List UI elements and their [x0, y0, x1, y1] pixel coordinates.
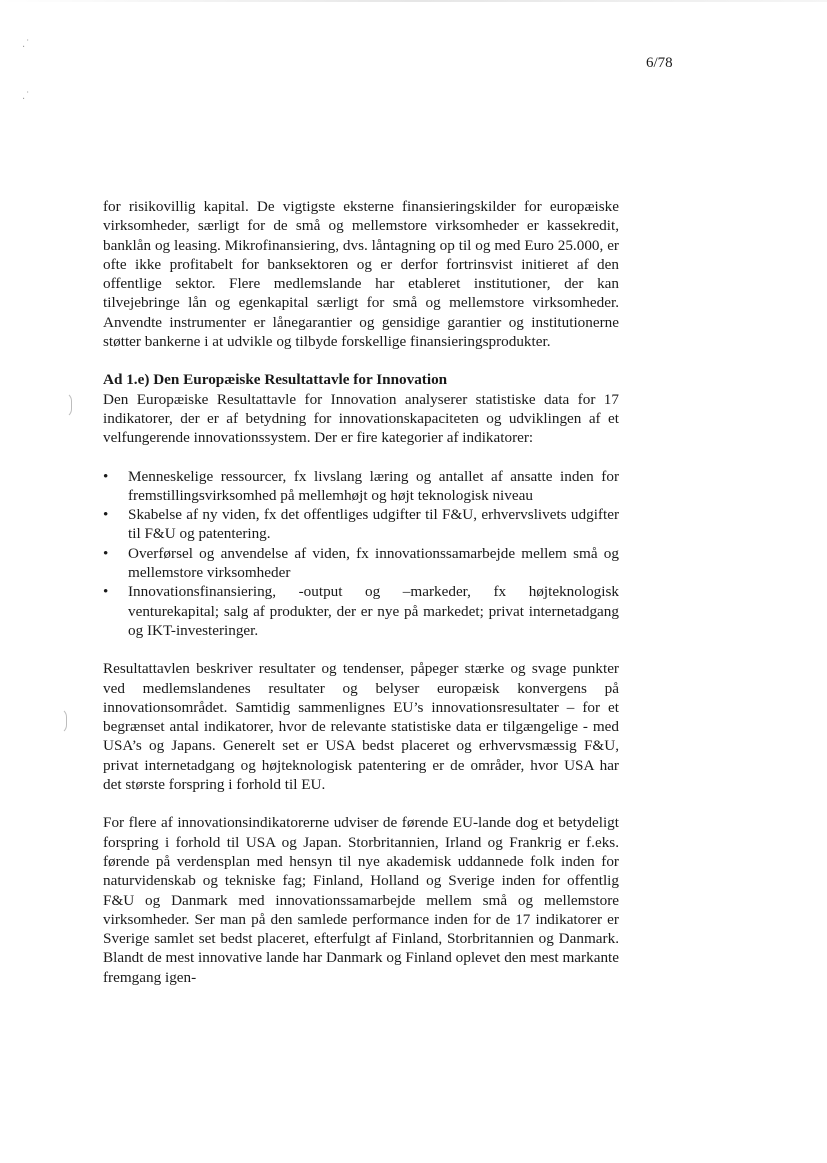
page-number: 6/78: [646, 55, 673, 71]
hole-punch-mark: [58, 708, 67, 734]
document-body: [103, 197, 619, 987]
scan-speck: .˙: [22, 91, 31, 102]
list-item: • Overførsel og anvendelse af viden, fx innovationssamarbejde mellem små og mellemstore virksomheder: [103, 544, 619, 583]
paragraph-results: Resultattavlen beskriver resultater og tendenser, påpeger stærke og svage punkter ved medlemslandenes resultater og belyser europæisk konvergens på innovationsområdet. Samtidig sammenlignes EU’s innovationsresultater – for et begrænset antal indikatorer, hvor de relevante statistiske data er tilgængelige - med USA’s og Japans. Generelt set er USA bedst placeret og erhvervsmæssig F&U, privat internetadgang og højteknologisk patentering er de områder, hvor USA har det største forspring i forhold til EU.: [103, 660, 619, 794]
list-item: • Innovationsfinansiering, -output og –markeder, fx højteknologisk venturekapital; salg af produkter, der er nye på markedet; privat internetadgang og IKT-investeringer.: [103, 582, 619, 640]
indicator-category-list: [103, 467, 619, 641]
scan-speck: .˙: [22, 39, 31, 50]
hole-punch-mark: [63, 392, 72, 418]
section-heading: Ad 1.e) Den Europæiske Resultattavle for Innovation: [103, 371, 448, 389]
list-item: • Menneskelige ressourcer, fx livslang læring og antallet af ansatte inden for fremstillingsvirksomhed på mellemhøjt og højt teknologisk niveau: [103, 467, 619, 506]
paragraph-scoreboard-intro: Den Europæiske Resultattavle for Innovation analyserer statistiske data for 17 indikatorer, der er af betydning for innovationskapaciteten og udviklingen af et velfungerende innovationssystem. Der er fire kategorier af indikatorer:: [103, 390, 619, 447]
paragraph-financing: for risikovillig kapital. De vigtigste eksterne finansieringskilder for europæiske virksomheder, særligt for de små og mellemstore virksomheder er kassekredit, banklån og leasing. Mikrofinansiering, dvs. låntagning op til og med Euro 25.000, er ofte ikke profitabelt for banksektoren og er derfor fortrinsvist initieret af den offentlige sektor. Flere medlemslande har etableret institutioner, der kan tilvejebringe lån og egenkapital særligt for små og mellemstore virksomheder. Anvendte instrumenter er lånegarantier og gensidige garantier og institutionerne støtter bankerne i at udvikle og tilbyde forskellige finansieringsprodukter.: [103, 198, 619, 351]
paragraph-leading-countries: For flere af innovationsindikatorerne udviser de førende EU-lande dog et betydeligt forspring i forhold til USA og Japan. Storbritannien, Irland og Frankrig er f.eks. førende på verdensplan med hensyn til nye akademisk uddannede folk inden for naturvidenskab og tekniske fag; Finland, Holland og Sverige inden for offentlig F&U og Danmark med innovationssamarbejde mellem små og mellemstore virksomheder. Ser man på den samlede performance inden for de 17 indikatorer er Sverige samlet set bedst placeret, efterfulgt af Finland, Storbritannien og Danmark. Blandt de mest innovative lande har Danmark og Finland oplevet den mest markante fremgang igen-: [103, 814, 619, 986]
scan-edge: [0, 0, 827, 2]
list-item: • Skabelse af ny viden, fx det offentliges udgifter til F&U, erhvervslivets udgifter til F&U og patentering.: [103, 505, 619, 544]
